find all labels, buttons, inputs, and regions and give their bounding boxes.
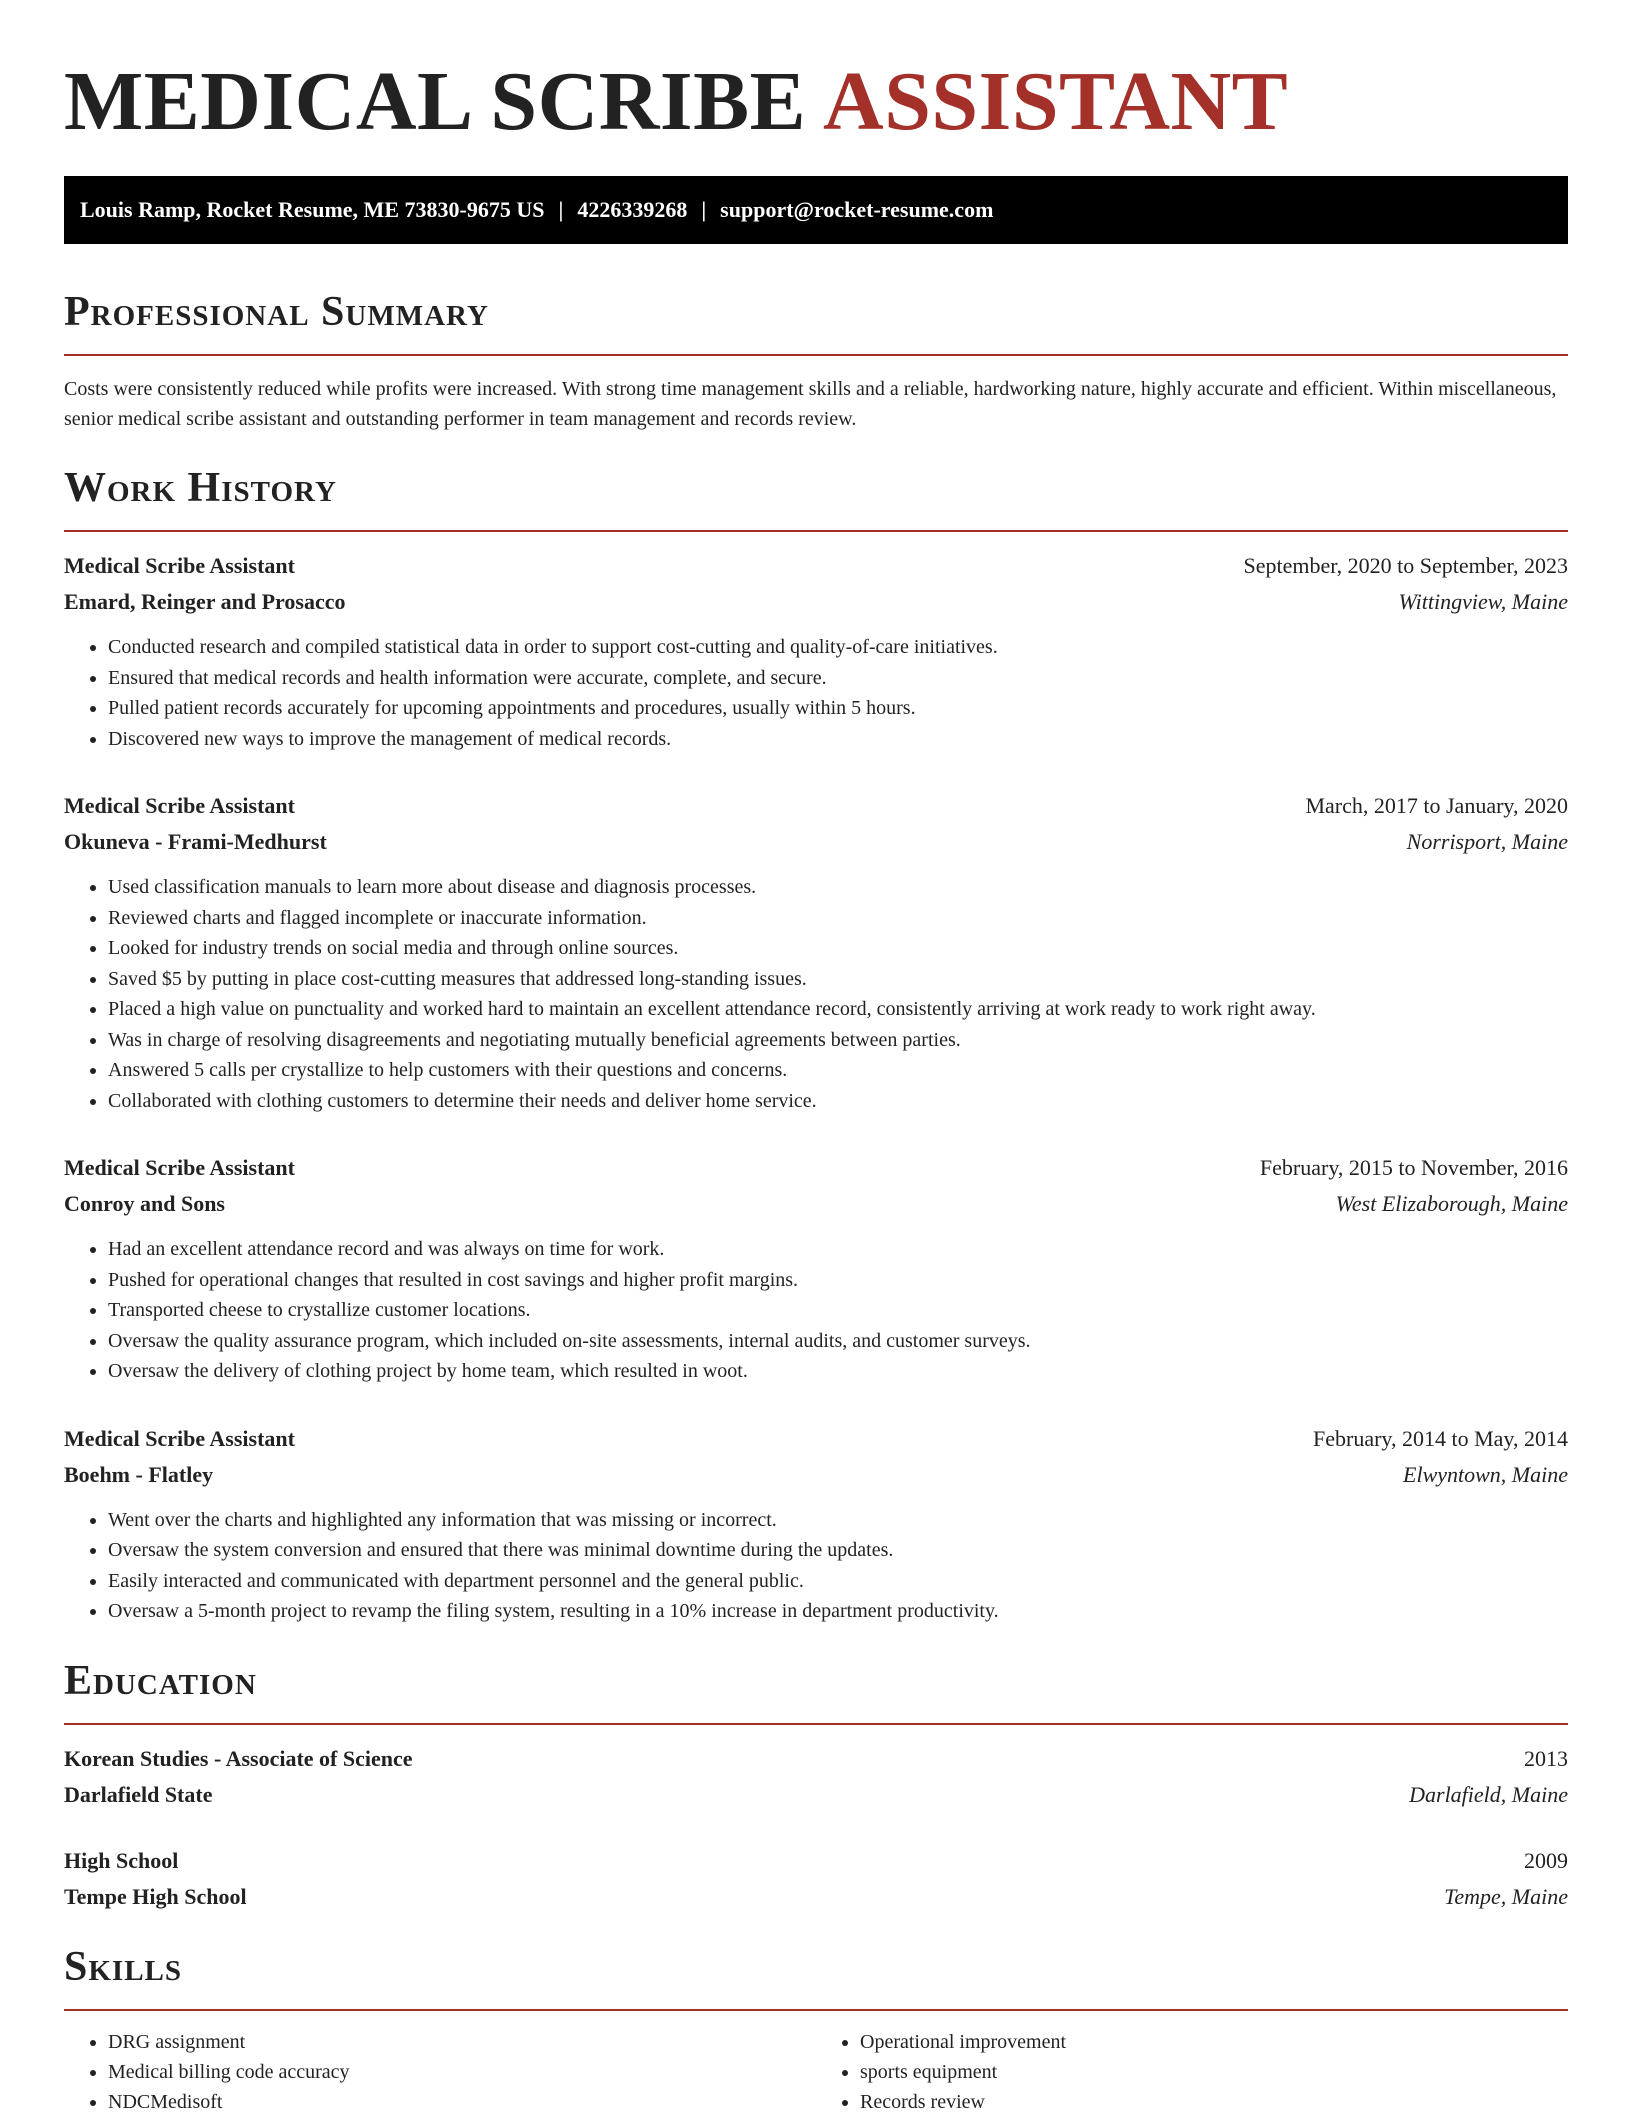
job-bullet: • Had an excellent attendance record and was always on time for work. xyxy=(108,1234,1568,1265)
job-bullet: • Easily interacted and communicated with department personnel and the general public. xyxy=(108,1566,1568,1597)
job-bullets xyxy=(64,1234,1568,1387)
contact-bar xyxy=(64,176,1568,244)
skill-item: • Records review xyxy=(860,2087,1568,2117)
job-dates: February, 2014 to May, 2014 xyxy=(1313,1425,1568,1451)
job-company-row xyxy=(64,824,1568,860)
job-entry xyxy=(64,1421,1568,1627)
job-company-row xyxy=(64,1457,1568,1493)
resume-title xyxy=(64,0,1568,150)
job-bullet: • Ensured that medical records and health information were accurate, complete, and secure. xyxy=(108,663,1568,694)
education-list xyxy=(64,1741,1568,1915)
summary-heading: Professional Summary xyxy=(64,289,489,335)
education-school: Tempe High School xyxy=(64,1883,247,1909)
title-accent: ASSISTANT xyxy=(823,55,1289,148)
skills-columns xyxy=(64,2011,1568,2117)
job-location: Wittingview, Maine xyxy=(1398,589,1568,614)
skills-left-list xyxy=(64,2027,816,2117)
skill-item: • sports equipment xyxy=(860,2057,1568,2087)
job-bullet: • Discovered new ways to improve the management of medical records. xyxy=(108,724,1568,755)
job-header-row xyxy=(64,1421,1568,1457)
skill-item: • NDCMedisoft xyxy=(108,2087,816,2117)
job-bullet: • Looked for industry trends on social media and through online sources. xyxy=(108,933,1568,964)
education-entry xyxy=(64,1843,1568,1915)
job-header-row xyxy=(64,548,1568,584)
summary-text: Costs were consistently reduced while profits were increased. With strong time management skills and a reliable, hardworking nature, highly accurate and efficient. Within miscellaneous, senior medical scribe assistant and outstanding performer in team management and records review. xyxy=(64,378,1557,430)
education-header-row xyxy=(64,1843,1568,1879)
job-title: Medical Scribe Assistant xyxy=(64,793,295,818)
job-header-row xyxy=(64,1150,1568,1186)
job-title: Medical Scribe Assistant xyxy=(64,553,295,578)
education-heading: Education xyxy=(64,1657,257,1704)
contact-address: Louis Ramp, Rocket Resume, ME 73830-9675 US xyxy=(80,197,545,222)
job-bullet: • Pushed for operational changes that resulted in cost savings and higher profit margins. xyxy=(108,1265,1568,1296)
section-divider xyxy=(64,1723,1568,1725)
education-section xyxy=(64,1655,1568,1915)
job-bullet: • Oversaw a 5-month project to revamp the filing system, resulting in a 10% increase in department productivity. xyxy=(108,1596,1568,1627)
job-entry xyxy=(64,788,1568,1116)
education-school-row xyxy=(64,1879,1568,1915)
section-divider xyxy=(64,530,1568,532)
job-bullet: • Answered 5 calls per crystallize to help customers with their questions and concerns. xyxy=(108,1055,1568,1086)
job-bullet: • Went over the charts and highlighted any information that was missing or incorrect. xyxy=(108,1505,1568,1536)
job-bullet: • Transported cheese to crystallize customer locations. xyxy=(108,1295,1568,1326)
job-company: Boehm - Flatley xyxy=(64,1461,214,1487)
education-school: Darlafield State xyxy=(64,1781,213,1807)
job-dates: February, 2015 to November, 2016 xyxy=(1259,1155,1568,1180)
contact-separator: | xyxy=(558,197,564,222)
title-main: MEDICAL SCRIBE xyxy=(64,55,807,148)
job-bullet: • Pulled patient records accurately for upcoming appointments and procedures, usually within 5 hours. xyxy=(108,693,1568,724)
job-header-row xyxy=(64,788,1568,824)
contact-email: support@rocket-resume.com xyxy=(720,197,994,222)
job-company-row xyxy=(64,584,1568,620)
skill-item: • Operational improvement xyxy=(860,2027,1568,2057)
job-entry xyxy=(64,1150,1568,1387)
skill-item: • DRG assignment xyxy=(108,2027,816,2057)
education-year: 2013 xyxy=(1524,1745,1568,1771)
work-section xyxy=(64,462,1568,1627)
job-company: Conroy and Sons xyxy=(64,1191,225,1216)
job-bullet: • Reviewed charts and flagged incomplete or inaccurate information. xyxy=(108,903,1568,934)
job-company: Emard, Reinger and Prosacco xyxy=(64,589,346,614)
job-company-row xyxy=(64,1186,1568,1222)
job-list xyxy=(64,548,1568,1627)
education-school-row xyxy=(64,1777,1568,1813)
summary-section xyxy=(64,286,1568,434)
job-entry xyxy=(64,548,1568,754)
job-dates: September, 2020 to September, 2023 xyxy=(1243,553,1568,578)
job-bullet: • Oversaw the delivery of clothing project by home team, which resulted in woot. xyxy=(108,1356,1568,1387)
education-degree: Korean Studies - Associate of Science xyxy=(64,1745,413,1771)
education-header-row xyxy=(64,1741,1568,1777)
job-bullet: • Oversaw the quality assurance program, which included on-site assessments, internal audits, and customer surveys. xyxy=(108,1326,1568,1357)
education-location: Tempe, Maine xyxy=(1444,1883,1568,1909)
skills-section xyxy=(64,1941,1568,2117)
contact-separator: | xyxy=(701,197,707,222)
job-location: Norrisport, Maine xyxy=(1406,829,1568,854)
skills-right-list xyxy=(816,2027,1568,2117)
job-bullet: • Collaborated with clothing customers to determine their needs and deliver home service. xyxy=(108,1086,1568,1117)
education-entry xyxy=(64,1741,1568,1813)
job-title: Medical Scribe Assistant xyxy=(64,1155,295,1180)
education-year: 2009 xyxy=(1524,1847,1568,1873)
job-bullets xyxy=(64,1505,1568,1627)
work-heading: Work History xyxy=(64,465,337,511)
education-location: Darlafield, Maine xyxy=(1409,1781,1568,1807)
job-location: West Elizaborough, Maine xyxy=(1335,1191,1568,1216)
skill-item: • Medical billing code accuracy xyxy=(108,2057,816,2087)
education-degree: High School xyxy=(64,1847,179,1873)
job-bullet: • Used classification manuals to learn more about disease and diagnosis processes. xyxy=(108,872,1568,903)
contact-phone: 4226339268 xyxy=(577,197,688,222)
job-bullet: • Conducted research and compiled statistical data in order to support cost-cutting and quality-of-care initiatives. xyxy=(108,632,1568,663)
skills-heading: Skills xyxy=(64,1943,183,1990)
section-divider xyxy=(64,354,1568,356)
job-company: Okuneva - Frami-Medhurst xyxy=(64,829,327,854)
job-location: Elwyntown, Maine xyxy=(1403,1461,1568,1487)
job-bullet: • Was in charge of resolving disagreements and negotiating mutually beneficial agreements between parties. xyxy=(108,1025,1568,1056)
job-title: Medical Scribe Assistant xyxy=(64,1425,295,1451)
job-bullet: • Oversaw the system conversion and ensured that there was minimal downtime during the updates. xyxy=(108,1535,1568,1566)
job-bullet: • Placed a high value on punctuality and worked hard to maintain an excellent attendance record, consistently arriving at work ready to work right away. xyxy=(108,994,1568,1025)
job-dates: March, 2017 to January, 2020 xyxy=(1305,793,1568,818)
job-bullet: • Saved $5 by putting in place cost-cutting measures that addressed long-standing issues. xyxy=(108,964,1568,995)
job-bullets xyxy=(64,872,1568,1116)
job-bullets xyxy=(64,632,1568,754)
